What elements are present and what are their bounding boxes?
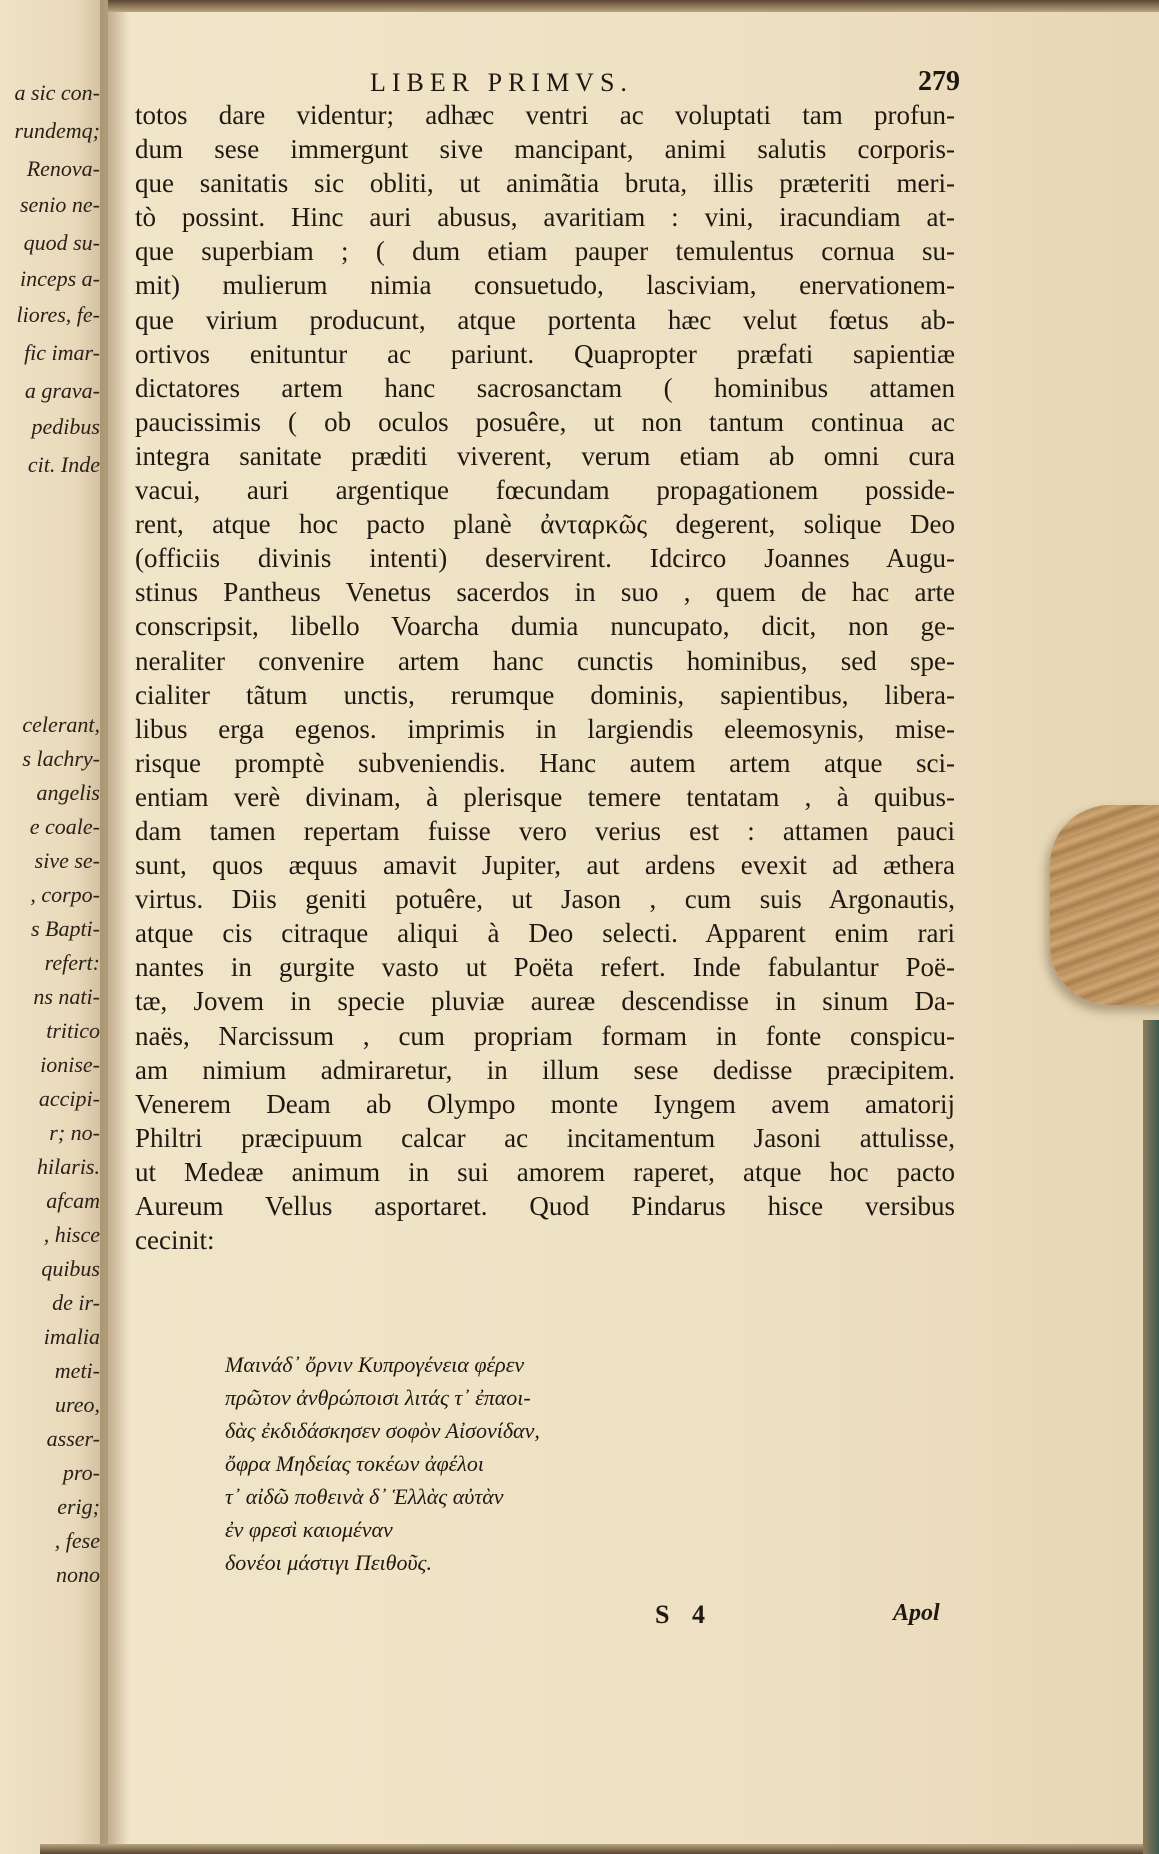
page-bottom-edge [40,1844,1159,1854]
facing-page-fragment: ns nati- [33,984,100,1009]
text-line: neraliter convenire artem hanc cunctis hominibus, sed spe- [135,645,955,676]
text-line: ortivos enituntur ac pariunt. Quapropter præfati sapientiæ [135,338,955,369]
running-head: LIBER PRIMVS. [370,68,633,97]
page-top-edge [108,0,1159,12]
facing-page-edge [0,0,108,1854]
text-line: totos dare videntur; adhæc ventri ac voluptati tam profun- [135,100,955,130]
facing-page-fragment: liores, fe- [16,302,100,327]
text-line: am nimium admiraretur, in illum sese dedisse præcipitem. [135,1054,955,1085]
text-line: cialiter tãtum unctis, rerumque dominis, sapientibus, libera- [135,679,955,710]
text-line: entiam verè divinam, à plerisque temere tentatam , à quibus- [135,781,955,812]
text-line: vacui, auri argentique fœcundam propagationem posside- [135,475,955,506]
facing-page-fragment: refert: [44,950,100,975]
text-line: integra sanitate præditi viverent, verum etiam ab omni cura [135,440,955,471]
facing-page-fragment: sive se- [34,848,100,873]
text-line: cecinit: [135,1225,215,1256]
text-line: libus erga egenos. imprimis in largiendis eleemosynis, mise- [135,713,955,744]
text-line: nantes in gurgite vasto ut Poëta refert. Inde fabulantur Poë- [135,952,955,983]
wooden-holder [1050,805,1159,1005]
catchword: Apol [893,1600,940,1626]
facing-page-fragment: hilaris. [37,1154,100,1179]
facing-page-fragment: , fese [54,1528,100,1553]
text-line: dum sese immergunt sive mancipant, animi salutis corporis- [135,134,955,165]
signature-mark: S 4 [655,1600,713,1629]
text-line: sunt, quos æquus amavit Jupiter, aut ardens evexit ad æthera [135,850,955,881]
text-line: rent, atque hoc pacto planè ἀνταρκῶς degerent, solique Deo [135,509,955,540]
verse-line: δονέοι μάστιγι Πειθοῦς. [225,1550,432,1575]
facing-page-fragment: erig; [57,1494,100,1519]
facing-page-fragment: pro- [62,1460,100,1485]
facing-page-fragment: afcam [46,1188,100,1213]
text-line: tò possint. Hinc auri abusus, avaritiam : vini, iracundiam at- [135,202,955,233]
facing-page-fragment: e coale- [29,814,100,839]
verse-line: πρῶτον ἀνθρώποισι λιτάς τ᾽ ἐπαοι- [225,1385,531,1410]
facing-page-fragment: quibus [41,1256,100,1281]
text-line: ut Medeæ animum in sui amorem raperet, atque hoc pacto [135,1156,955,1187]
facing-page-fragment: inceps a- [19,266,100,291]
facing-page-fragment: de ir- [52,1290,100,1315]
text-line: naës, Narcissum , cum propriam formam in fonte conspicu- [135,1020,955,1051]
facing-page-fragment: Renova- [26,156,100,181]
facing-page-fragment: s lachry- [22,746,100,771]
text-line: que virium producunt, atque portenta hæc velut fœtus ab- [135,304,955,335]
facing-page-fragment: a grava- [24,378,100,403]
text-line: stinus Pantheus Venetus sacerdos in suo , quem de hac arte [135,577,955,608]
facing-page-fragment: rundemq; [14,118,100,143]
text-line: virtus. Diis geniti potuêre, ut Jason , cum suis Argonautis, [135,884,955,915]
verse-line: τ᾽ αἰδῶ ποθεινὰ δ᾽ Ἑλλὰς αὐτὰν [225,1484,504,1509]
facing-page-fragment: nono [56,1562,100,1587]
text-line: mit) mulierum nimia consuetudo, lasciviam, enervationem- [135,270,955,301]
text-line: Venerem Deam ab Olympo monte Iyngem avem amatorij [135,1088,955,1119]
verse-line: ὄφρα Μηδείας τοκέων ἀφέλοι [225,1451,484,1476]
verse-line: ἐν φρεσὶ καιομέναν [225,1517,393,1542]
facing-page-fragment: tritico [46,1018,100,1043]
book-gutter [100,0,130,1854]
text-line: (officiis divinis intenti) deservirent. Idcirco Joannes Augu- [135,543,955,574]
facing-page-fragment: quod su- [23,230,100,255]
facing-page-fragment: ionise- [40,1052,100,1077]
text-line: paucissimis ( ob oculos posuêre, ut non tantum continua ac [135,406,955,437]
text-line: Philtri præcipuum calcar ac incitamentum Jasoni attulisse, [135,1122,955,1153]
facing-page-fragment: , hisce [43,1222,100,1247]
facing-page-fragment: imalia [43,1324,100,1349]
facing-page-fragment: a sic con- [14,80,100,105]
facing-page-fragment: senio ne- [19,192,100,217]
text-line: atque cis citraque aliqui à Deo selecti. Apparent enim rari [135,918,955,949]
facing-page-fragment: s Bapti- [30,916,100,941]
facing-page-fragment: r; no- [49,1120,100,1145]
text-line: conscripsit, libello Voarcha dumia nuncupato, dicit, non ge- [135,611,955,642]
body-text [135,98,955,1257]
facing-page-fragment: accipi- [38,1086,100,1111]
facing-page-fragment: celerant, [22,712,100,737]
text-line: que sanitatis sic obliti, ut animãtia bruta, illis præteriti meri- [135,168,955,199]
greek-verse [225,1348,645,1579]
text-line: Aureum Vellus asportaret. Quod Pindarus hisce versibus [135,1191,955,1221]
text-line: tæ, Jovem in specie pluviæ aureæ descendisse in sinum Da- [135,986,955,1017]
text-line: risque promptè subveniendis. Hanc autem artem atque sci- [135,747,955,778]
text-line: dam tamen repertam fuisse vero verius est : attamen pauci [135,815,955,846]
facing-page-fragment: , corpo- [30,882,100,907]
book-cover-edge [1143,1020,1159,1854]
facing-page-fragment: cit. Inde [27,452,100,477]
facing-page-fragment: ureo, [54,1392,100,1417]
facing-page-fragment: asser- [46,1426,100,1451]
facing-page-fragment: fic imar- [24,340,100,365]
facing-page-fragment: meti- [54,1358,100,1383]
text-line: que superbiam ; ( dum etiam pauper temulentus cornua su- [135,236,955,267]
verse-line: δὰς ἐκδιδάσκησεν σοφὸν Αἰσονίδαν, [225,1418,540,1443]
facing-page-fragment: angelis [36,780,100,805]
page-number: 279 [918,66,960,97]
text-line: dictatores artem hanc sacrosanctam ( hominibus attamen [135,372,955,403]
facing-page-fragment: pedibus [31,414,100,439]
verse-line: Μαινάδ᾽ ὄρνιν Κυπρογένεια φέρεν [225,1352,525,1377]
page-header [130,62,960,102]
